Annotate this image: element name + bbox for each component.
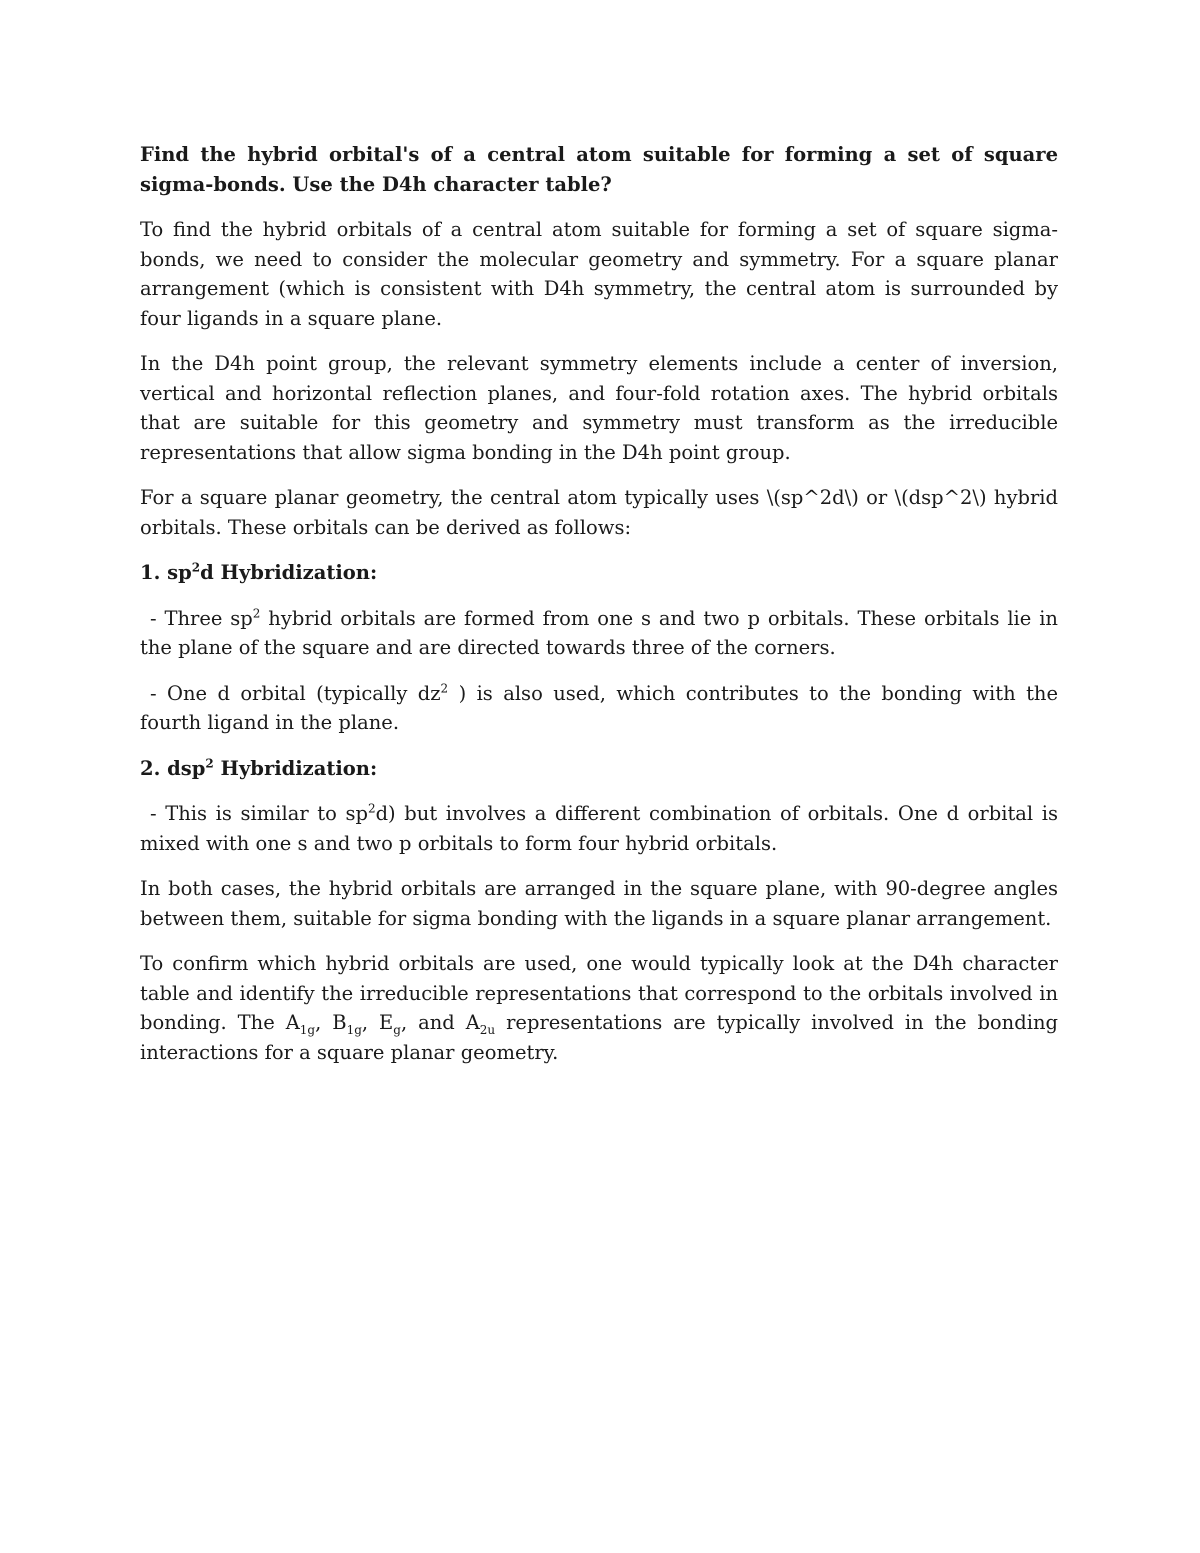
confirm-paragraph: To confirm which hybrid orbitals are used, one would typically look at the D4h character table and identify the irreducible representations that correspond to the orbitals involved in bonding. The $A_{1g}$, $B_{1g}$, $E_g$, and $A_{2u}$ representations are typically involved in the bonding interactions for a square planar geometry.: [140, 952, 1058, 1064]
section1-heading: 1. $sp^2d$ Hybridization:: [140, 560, 378, 584]
document-page: [140, 140, 1058, 1083]
section1-point1: - Three $sp^2$ hybrid orbitals are formed from one s and two p orbitals. These orbitals lie in the plane of the square and are directed towards three of the corners.: [140, 606, 1058, 659]
geometry-paragraph: For a square planar geometry, the central atom typically uses \(sp^2d\) or \(dsp^2\) hybrid orbitals. These orbitals can be derived as follows:: [140, 486, 1058, 539]
both-cases-paragraph: In both cases, the hybrid orbitals are arranged in the square plane, with 90-degree angles between them, suitable for sigma bonding with the ligands in a square planar arrangement.: [140, 877, 1058, 930]
section2-heading: 2. dsp$^2$ Hybridization:: [140, 756, 378, 780]
question-text: Find the hybrid orbital's of a central atom suitable for forming a set of square sigma-bonds. Use the D4h character table?: [140, 143, 1058, 196]
intro-paragraph: To find the hybrid orbitals of a central atom suitable for forming a set of square sigma-bonds, we need to consider the molecular geometry and symmetry. For a square planar arrangement (which is consistent with D4h symmetry, the central atom is surrounded by four ligands in a square plane.: [140, 218, 1058, 330]
question-title: [140, 140, 1058, 199]
section1-point2: - One d orbital (typically $dz^2$ ) is also used, which contributes to the bonding with the fourth ligand in the plane.: [140, 681, 1058, 734]
d4h-paragraph: In the D4h point group, the relevant symmetry elements include a center of inversion, vertical and horizontal reflection planes, and four-fold rotation axes. The hybrid orbitals that are suitable for this geometry and symmetry must transform as the irreducible representations that allow sigma bonding in the D4h point group.: [140, 352, 1058, 464]
section2-point1: - This is similar to $sp^2d$) but involves a different combination of orbitals. One d orbital is mixed with one s and two p orbitals to form four hybrid orbitals.: [140, 801, 1059, 855]
